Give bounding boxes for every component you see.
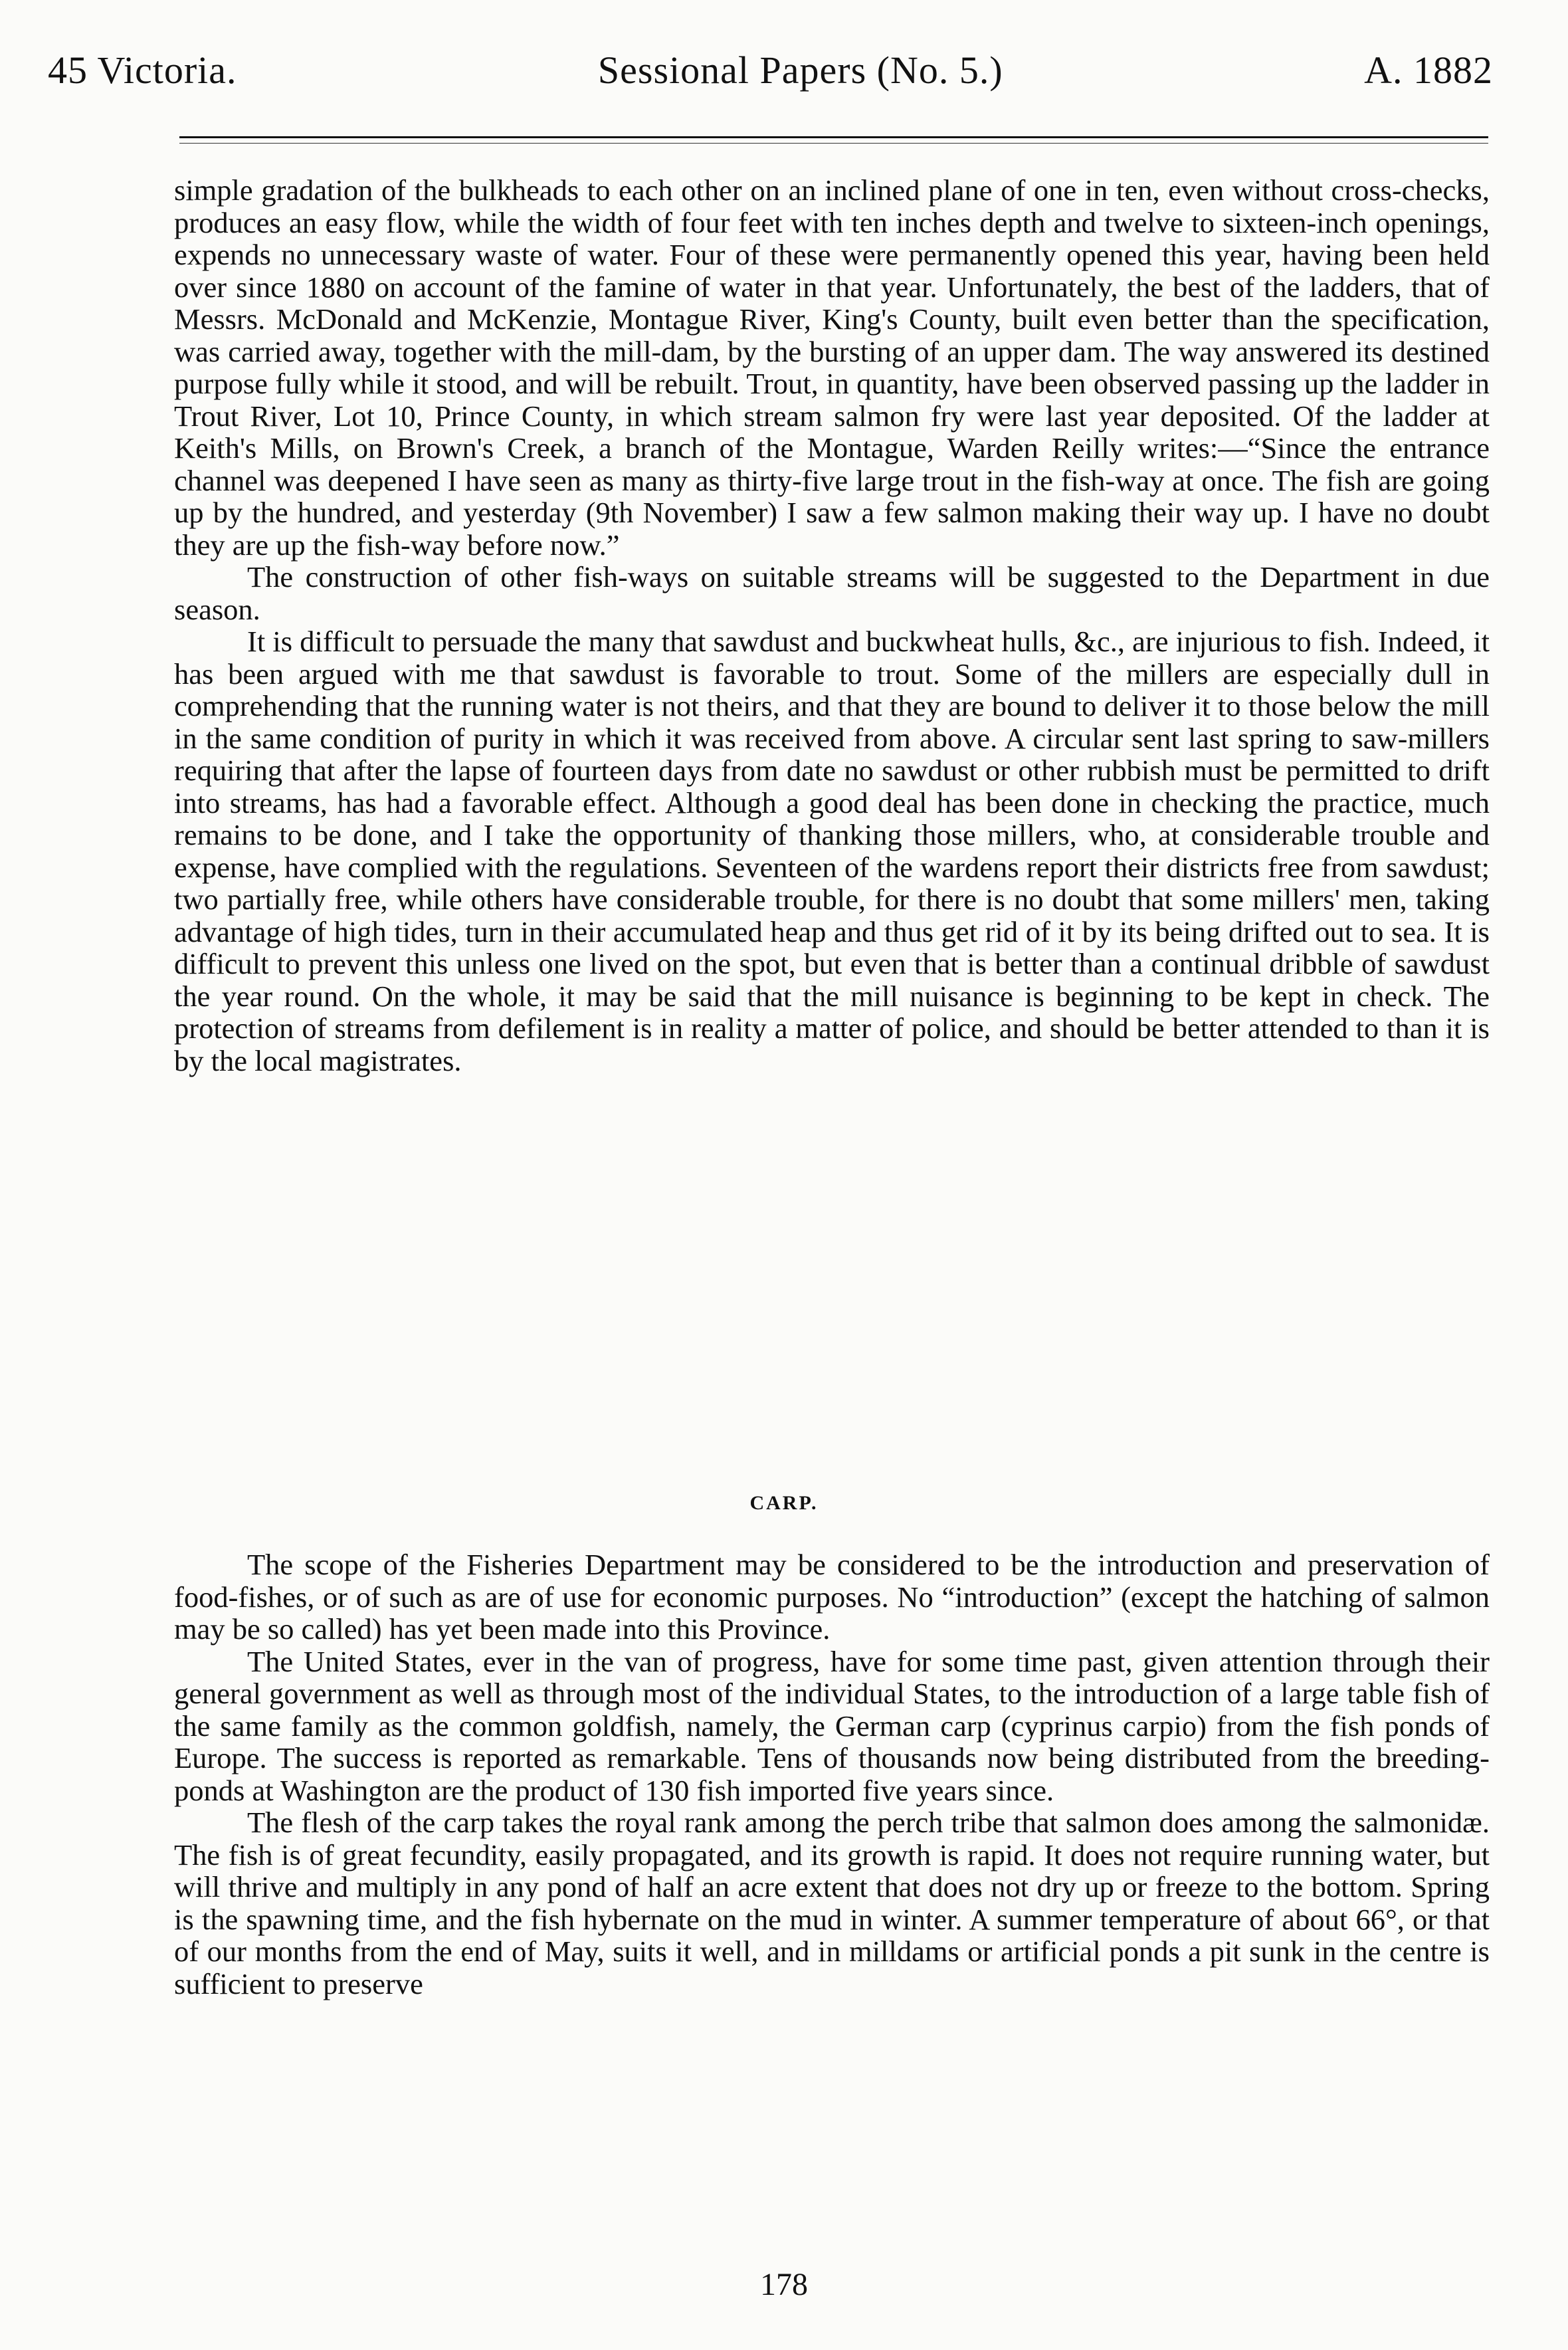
paragraph-carp-us: The United States, ever in the van of progress, have for some time past, given attention through their general government as well as through most of the individual States, to the introduction of a large table fish of the same family as the common goldfish, namely, the German carp (cyprinus carpio) from the fish ponds of Europe. The success is reported as remarkable. Tens of thousands now being distributed from the breeding-ponds at Washington are the product of 130 fish imported five years since. xyxy=(174,1644,1490,1807)
header-rule xyxy=(179,136,1488,138)
header-rule-thin xyxy=(179,143,1488,144)
paragraph-construction: The construction of other fish-ways on suitable streams will be suggested to the Department in due season. xyxy=(174,560,1490,626)
paragraph-sawdust: It is difficult to persuade the many that sawdust and buckwheat hulls, &c., are injurious to fish. Indeed, it has been argued with me that sawdust is favorable to trout. Some of the millers are especially dull in comprehending that the running water is not theirs, and that they are bound to deliver it to those below the mill in the same condition of purity in which it was received from above. A circular sent last spring to saw-millers requiring that after the lapse of fourteen days from date no sawdust or other rubbish must be permitted to drift into streams, has had a favorable effect. Although a good deal has been done in checking the practice, much remains to be done, and I take the opportunity of thanking those millers, who, at considerable trouble and expense, have complied with the regulations. Seventeen of the wardens report their districts free from sawdust; two partially free, while others have considerable trouble, for there is no doubt that some millers' men, taking advantage of high tides, turn in their accumulated heap and thus get rid of it by its being drifted out to sea. It is difficult to prevent this unless one lived on the spot, but even that is better than a continual dribble of sawdust the year round. On the whole, it may be said that the mill nuisance is beginning to be kept in check. The protection of streams from defilement is in reality a matter of police, and should be better attended to than it is by the local magistrates. xyxy=(174,625,1490,1077)
section-heading-carp: CARP. xyxy=(749,1492,819,1514)
paragraph-carp-scope: The scope of the Fisheries Department may be considered to be the introduction and preservation of food-fishes, or of such as are of use for economic purposes. No “introduction” (except the hatching of salmon may be so called) has yet been made into this Province. xyxy=(174,1548,1490,1646)
header-series: Sessional Papers (No. 5.) xyxy=(597,49,1003,92)
carp-section-text xyxy=(174,1549,1490,2000)
header-volume: 45 Victoria. xyxy=(48,49,237,92)
running-header xyxy=(48,48,1493,92)
paragraph-fishways: simple gradation of the bulkheads to each other on an inclined plane of one in ten, even without cross-checks, produces an easy flow, while the width of four feet with ten inches depth and twelve to sixteen-inch openings, expends no unnecessary waste of water. Four of these were permanently opened this year, having been held over since 1880 on account of the famine of water in that year. Unfortunately, the best of the ladders, that of Messrs. McDonald and McKenzie, Montague River, King's County, built even better than the specification, was carried away, together with the mill-dam, by the bursting of an upper dam. The way answered its destined purpose fully while it stood, and will be rebuilt. Trout, in quantity, have been observed passing up the ladder in Trout River, Lot 10, Prince County, in which stream salmon fry were last year deposited. Of the ladder at Keith's Mills, on Brown's Creek, a branch of the Montague, Warden Reilly writes:—“Since the entrance channel was deepened I have seen as many as thirty-five large trout in the fish-way at once. The fish are going up by the hundred, and yesterday (9th November) I saw a few salmon making their way up. I have no doubt they are up the fish-way before now.” xyxy=(174,173,1490,562)
page-number: 178 xyxy=(760,2267,808,2302)
main-text xyxy=(174,174,1490,1077)
paragraph-carp-flesh: The flesh of the carp takes the royal rank among the perch tribe that salmon does among the salmonidæ. The fish is of great fecundity, easily propagated, and its growth is rapid. It does not require running water, but will thrive and multiply in any pond of half an acre extent that does not dry up or freeze to the bottom. Spring is the spawning time, and the fish hybernate on the mud in winter. A summer temperature of about 66°, or that of our months from the end of May, suits it well, and in milldams or artificial ponds a pit sunk in the centre is sufficient to preserve xyxy=(174,1806,1490,2000)
header-year: A. 1882 xyxy=(1364,49,1493,92)
